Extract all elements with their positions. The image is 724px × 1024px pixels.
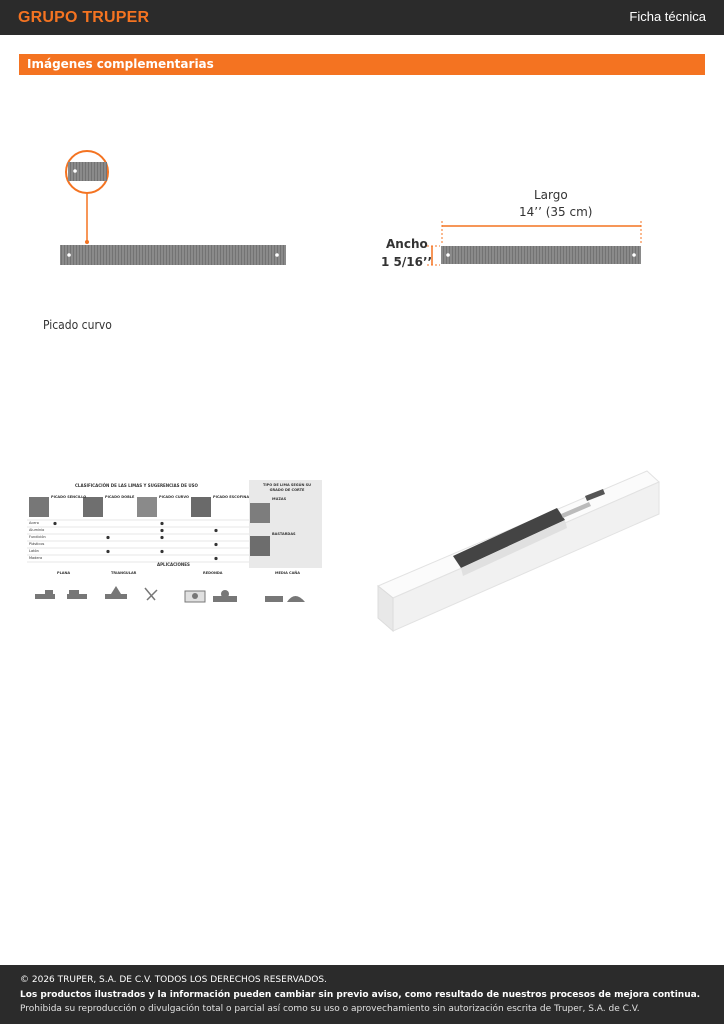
length-label: Largo	[534, 188, 568, 202]
material-acero: Acero	[29, 521, 39, 525]
infographic-title: CLASIFICACIÓN DE LAS LIMAS Y SUGERENCIAS DE USO	[75, 483, 198, 488]
col-header-rasp: PICADO ESCOFINA	[213, 495, 250, 499]
material-laton: Latón	[29, 549, 39, 553]
product-box-image	[375, 468, 665, 636]
col-header-curved: PICADO CURVO	[159, 495, 189, 499]
col-header-double: PICADO DOBLE	[105, 495, 135, 499]
section-title: Imágenes complementarias	[27, 57, 214, 71]
file-body	[441, 246, 641, 264]
application-half-round: MEDIA CAÑA	[275, 571, 300, 575]
product-box-illustration	[375, 468, 665, 636]
material-fundicion: Fundición	[29, 535, 46, 539]
footer	[0, 965, 724, 1024]
side-panel-title: TIPO DE LIMA SEGÚN SU GRADO DE CORTE	[262, 483, 312, 492]
file-detail-image	[40, 140, 310, 350]
copyright-text: © 2026 TRUPER, S.A. DE C.V. TODOS LOS DERECHOS RESERVADOS.	[20, 975, 327, 985]
cut-type-caption: Picado curvo	[43, 318, 112, 332]
length-value: 14’’ (35 cm)	[519, 205, 593, 219]
application-flat: PLANA	[57, 571, 71, 575]
applications-title: APLICACIONES	[157, 562, 190, 567]
document-type-label: Ficha técnica	[629, 9, 706, 24]
material-plasticos: Plásticos	[29, 542, 45, 546]
section-header	[19, 54, 705, 75]
material-madera: Madera	[29, 556, 43, 560]
dimension-lines	[380, 185, 660, 285]
material-aluminio: Aluminio	[29, 528, 45, 532]
flat-file-shape	[60, 245, 286, 265]
width-value: 1 5/16’’	[381, 255, 433, 269]
header-bar	[0, 0, 724, 35]
classification-infographic	[27, 478, 322, 608]
dimensions-image	[380, 185, 660, 285]
change-notice-text: Los productos ilustrados y la información pueden cambiar sin previo aviso, como resultado de nuestros procesos de mejora continua.	[20, 990, 701, 1000]
side-item-bastardas: BASTARDAS	[272, 532, 296, 536]
side-item-muzas: MUZAS	[272, 497, 287, 501]
legal-text: Prohibida su reproducción o divulgación total o parcial así como su uso o aprovechamiento sin autorización escrita de Truper, S.A. de C.V.	[20, 1004, 640, 1014]
application-triangular: TRIANGULAR	[111, 571, 137, 575]
col-header-simple: PICADO SENCILLO	[51, 495, 87, 499]
width-label: Ancho	[386, 237, 428, 251]
brand-logo: GRUPO TRUPER	[18, 9, 150, 26]
application-round: REDONDA	[203, 571, 223, 575]
